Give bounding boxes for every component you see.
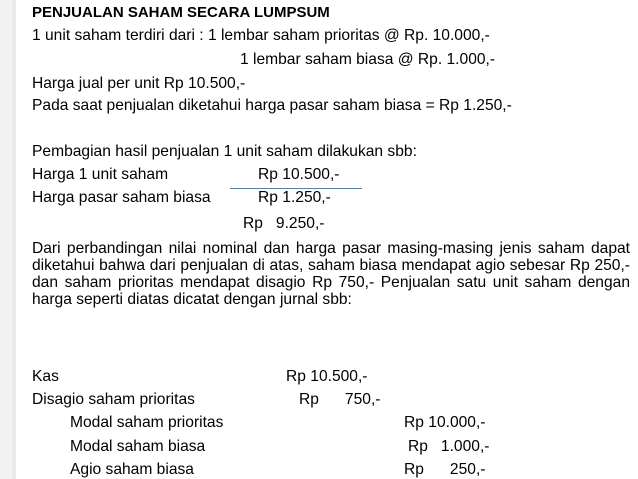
market-price-value: Rp 1.250,- — [258, 189, 331, 206]
journal-credit-modal-biasa: Rp 1.000,- — [408, 438, 490, 455]
selling-price-line: Harga jual per unit Rp 10.500,- — [32, 75, 246, 92]
journal-credit-modal-prioritas: Rp 10.000,- — [404, 414, 486, 431]
unit-price-label: Harga 1 unit saham — [32, 166, 169, 183]
journal-account-modal-prioritas: Modal saham prioritas — [70, 414, 224, 431]
journal-credit-agio: Rp 250,- — [404, 461, 486, 478]
journal-debit-disagio: Rp 750,- — [299, 391, 381, 408]
journal-account-kas: Kas — [32, 368, 59, 385]
division-line: Pembagian hasil penjualan 1 unit saham dilakukan sbb: — [32, 143, 417, 160]
unit-price-value: Rp 10.500,- — [258, 166, 340, 183]
page-title: PENJUALAN SAHAM SECARA LUMPSUM — [32, 4, 330, 21]
unit-composition-line-2: 1 lembar saham biasa @ Rp. 1.000,- — [240, 51, 496, 68]
comparison-paragraph: Dari perbandingan nilai nominal dan harga pasar masing-masing jenis saham dapat diketahui bahwa dari penjualan di atas, saham biasa mendapat agio sebesar Rp 250,- dan saham prioritas mendapat disagio Rp 750,- Penjualan satu unit saham dengan harga seperti diatas dicatat dengan jurnal sbb: — [32, 240, 630, 308]
journal-account-modal-biasa: Modal saham biasa — [70, 438, 206, 455]
calculation-result: Rp 9.250,- — [243, 215, 325, 232]
market-price-paragraph: Pada saat penjualan diketahui harga pasar saham biasa = Rp 1.250,- — [32, 97, 512, 114]
journal-account-disagio: Disagio saham prioritas — [32, 391, 195, 408]
unit-composition-line-1: 1 unit saham terdiri dari : 1 lembar saham prioritas @ Rp. 10.000,- — [32, 27, 490, 44]
journal-debit-kas: Rp 10.500,- — [286, 368, 368, 385]
journal-account-agio: Agio saham biasa — [70, 461, 194, 478]
left-accent-bar — [0, 0, 12, 479]
market-price-label: Harga pasar saham biasa — [32, 189, 211, 206]
